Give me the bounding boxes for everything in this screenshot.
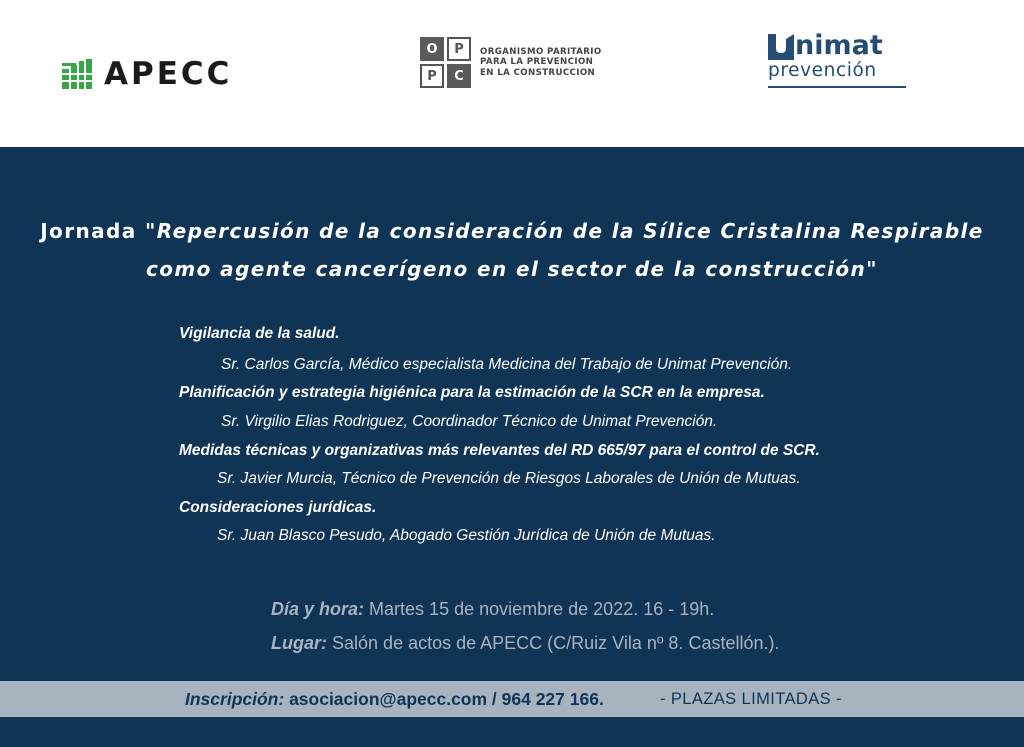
registration-label: Inscripción: xyxy=(185,689,285,709)
oppc-line: EN LA CONSTRUCCION xyxy=(480,67,596,78)
oppc-logo-text xyxy=(480,47,602,79)
title-suffix: " xyxy=(866,257,878,281)
apecc-mark-icon xyxy=(62,59,92,89)
date-value: Martes 15 de noviembre de 2022. 16 - 19h. xyxy=(369,599,715,619)
oppc-letter: C xyxy=(447,64,471,88)
registration-contact[interactable]: asociacion@apecc.com / 964 227 166. xyxy=(289,689,604,709)
limited-places-note: - PLAZAS LIMITADAS - xyxy=(660,690,842,708)
apecc-logo-text: APECC xyxy=(104,56,233,92)
agenda-topic: Planificación y estrategia higiénica para la estimación de la SCR en la empresa. xyxy=(179,384,765,401)
unimat-logo-subtitle: prevención xyxy=(768,60,877,81)
title-prefix: Jornada " xyxy=(40,219,157,243)
event-title-line-2 xyxy=(40,250,984,288)
registration-info xyxy=(185,689,604,710)
unimat-logo-underline xyxy=(768,86,906,88)
agenda-topic: Vigilancia de la salud. xyxy=(179,325,340,342)
oppc-letter-grid xyxy=(420,37,471,88)
event-title xyxy=(40,212,984,288)
oppc-line: PARA LA PREVENCION xyxy=(480,57,594,68)
event-place xyxy=(271,633,779,654)
unimat-logo xyxy=(768,30,908,88)
agenda-topic: Medidas técnicas y organizativas más relevantes del RD 665/97 para el control de SCR. xyxy=(179,442,820,459)
title-line-2: como agente cancerígeno en el sector de la construcción xyxy=(146,257,867,281)
oppc-letter: O xyxy=(420,37,444,61)
agenda-topic: Consideraciones jurídicas. xyxy=(179,499,377,516)
place-value: Salón de actos de APECC (C/Ruiz Vila nº 8. Castellón.). xyxy=(332,633,780,653)
oppc-letter: P xyxy=(420,64,444,88)
event-date xyxy=(271,599,714,620)
unimat-logo-word: nimat xyxy=(795,30,883,61)
agenda-speaker: Sr. Virgilio Elias Rodriguez, Coordinador Técnico de Unimat Prevención. xyxy=(221,413,718,430)
date-label: Día y hora: xyxy=(271,599,365,619)
place-label: Lugar: xyxy=(271,633,327,653)
apecc-logo xyxy=(62,58,232,90)
event-title-line-1 xyxy=(40,212,984,250)
oppc-letter: P xyxy=(447,37,471,61)
agenda-speaker: Sr. Javier Murcia, Técnico de Prevención de Riesgos Laborales de Unión de Mutuas. xyxy=(217,470,801,487)
unimat-u-icon xyxy=(768,34,794,60)
header-band xyxy=(0,0,1024,147)
agenda-speaker: Sr. Juan Blasco Pesudo, Abogado Gestión Jurídica de Unión de Mutuas. xyxy=(217,527,716,544)
oppc-line: ORGANISMO PARITARIO xyxy=(480,46,602,57)
oppc-logo xyxy=(420,37,602,88)
agenda-speaker: Sr. Carlos García, Médico especialista Medicina del Trabajo de Unimat Prevención. xyxy=(221,356,793,373)
title-line-1: Repercusión de la consideración de la Sílice Cristalina Respirable xyxy=(156,219,984,243)
